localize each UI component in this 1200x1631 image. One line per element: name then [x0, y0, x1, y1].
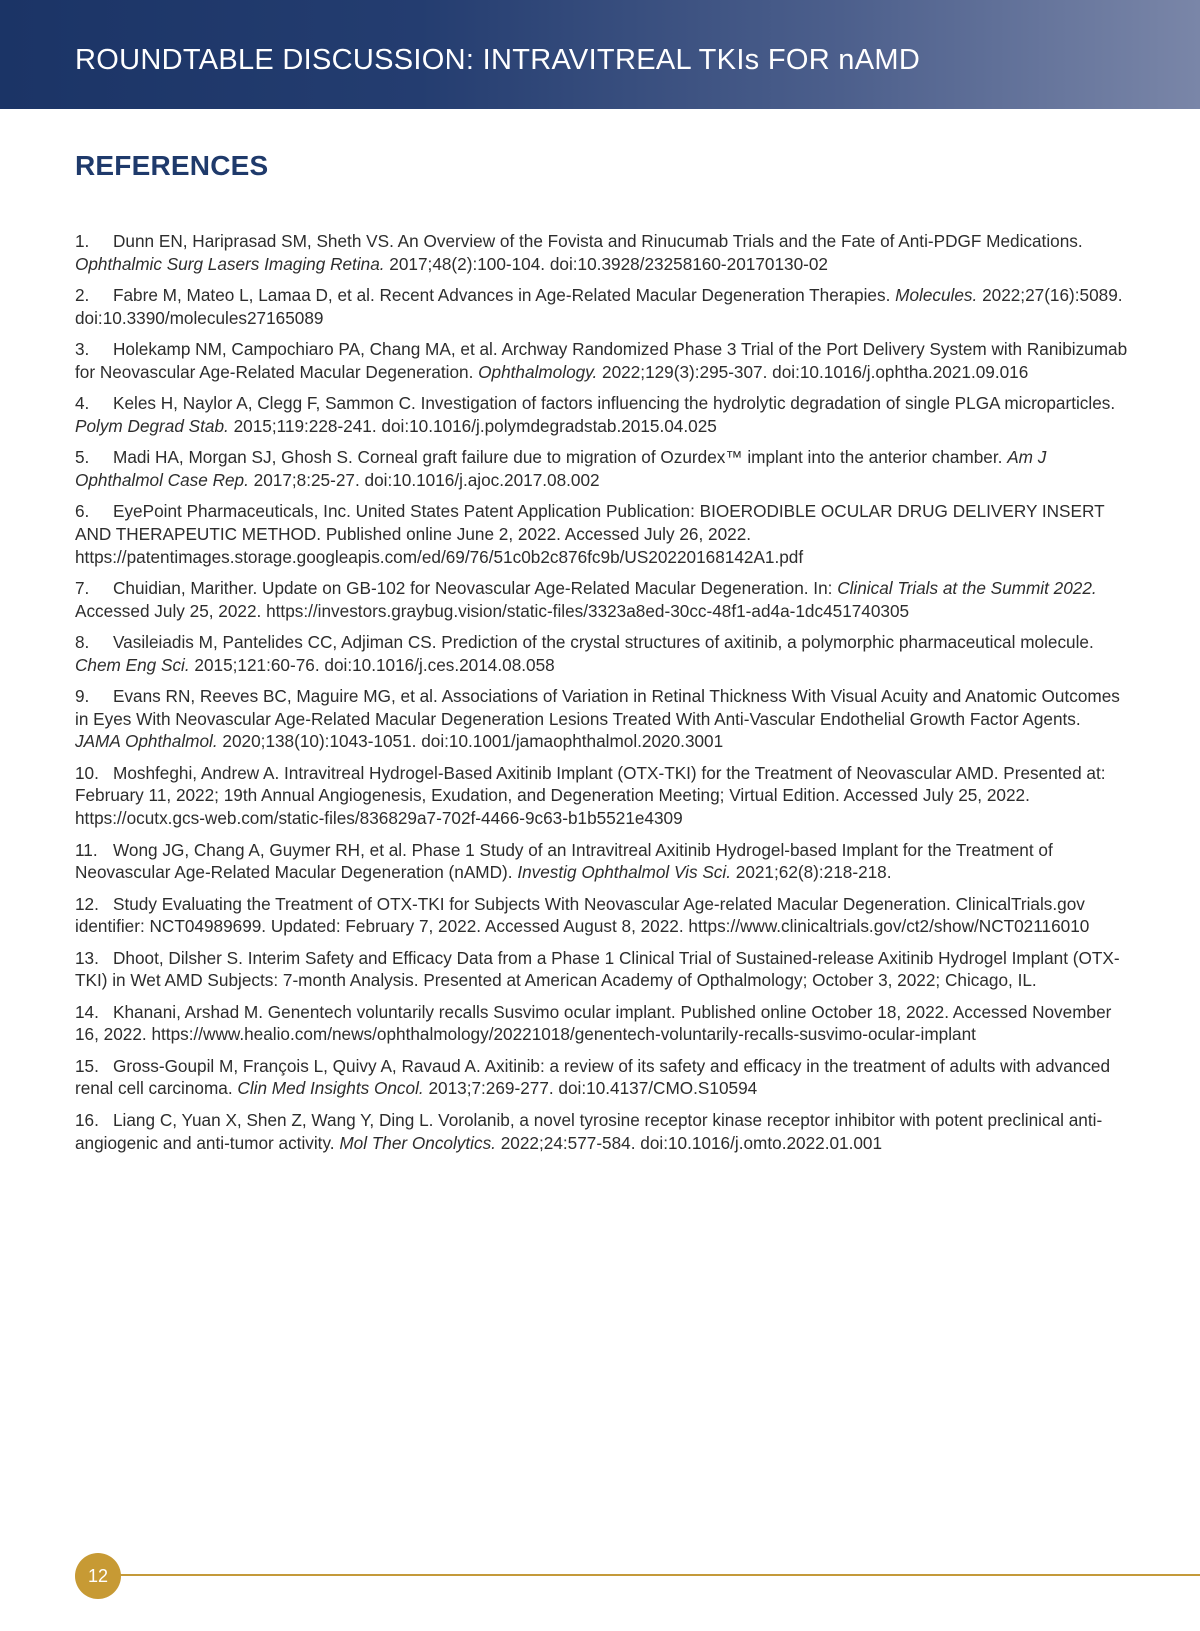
- reference-journal: Clinical Trials at the Summit 2022.: [837, 578, 1097, 599]
- reference-text: EyePoint Pharmaceuticals, Inc. United States Patent Application Publication: BIOERODIBLE OCULAR DRUG DELIVERY INSERT AND THERAPEUTIC METHOD. Published online June 2, 2022. Accessed July 26, 2022. https://patentimages.storage.googleapis.com/ed/69/76/51c0b2c876fc9b/US20220168142A1.pdf: [75, 501, 1105, 567]
- reference-text: Madi HA, Morgan SJ, Ghosh S. Corneal graft failure due to migration of Ozurdex™ implant into the anterior chamber.: [113, 447, 1008, 468]
- reference-text: Fabre M, Mateo L, Lamaa D, et al. Recent Advances in Age-Related Macular Degeneration Therapies.: [113, 285, 896, 306]
- reference-citation: 2013;7:269-277. doi:10.4137/CMO.S10594: [423, 1078, 758, 1099]
- reference-citation: 2022;24:577-584. doi:10.1016/j.omto.2022.01.001: [495, 1132, 883, 1153]
- reference-citation: 2022;27(16):5089. doi:10.3390/molecules27165089: [75, 285, 1123, 328]
- reference-journal: Am J Ophthalmol Case Rep.: [75, 447, 1047, 490]
- reference-citation: 2017;8:25-27. doi:10.1016/j.ajoc.2017.08.002: [248, 469, 600, 490]
- reference-text: Vasileiadis M, Pantelides CC, Adjiman CS. Prediction of the crystal structures of axitinib, a polymorphic pharmaceutical molecule.: [113, 632, 1094, 653]
- reference-journal: Ophthalmology.: [478, 361, 598, 382]
- reference-text: Chuidian, Marither. Update on GB-102 for Neovascular Age-Related Macular Degeneration. In:: [113, 578, 838, 599]
- reference-text: Dhoot, Dilsher S. Interim Safety and Efficacy Data from a Phase 1 Clinical Trial of Sustained-release Axitinib Hydrogel Implant (OTX-TKI) in Wet AMD Subjects: 7-month Analysis. Presented at American Academy of Opthalmology; October 3, 2022; Chicago, IL.: [75, 947, 1120, 991]
- reference-item: [75, 446, 1130, 491]
- reference-text: Wong JG, Chang A, Guymer RH, et al. Phase 1 Study of an Intravitreal Axitinib Hydrogel-based Implant for the Treatment of Neovascular Age-Related Macular Degeneration (nAMD).: [75, 839, 1053, 883]
- reference-citation: 2021;62(8):218-218.: [730, 862, 892, 883]
- reference-text: Evans RN, Reeves BC, Maguire MG, et al. Associations of Variation in Retinal Thickness With Visual Acuity and Anatomic Outcomes in Eyes With Neovascular Age-Related Macular Degeneration Lesions Treated With Anti-Vascular Endothelial Growth Factor Agents.: [75, 686, 1120, 729]
- reference-number: 11.: [75, 839, 98, 860]
- reference-number: 16.: [75, 1109, 99, 1130]
- reference-item: [75, 284, 1130, 329]
- reference-number: 1.: [75, 231, 90, 251]
- references-heading: REFERENCES: [75, 150, 269, 181]
- footer-rule: [118, 1574, 1200, 1576]
- reference-item: [75, 839, 1130, 884]
- reference-text: Liang C, Yuan X, Shen Z, Wang Y, Ding L. Vorolanib, a novel tyrosine receptor kinase receptor inhibitor with potent preclinical anti-angiogenic and anti-tumor activity.: [75, 1109, 1103, 1153]
- reference-number: 5.: [75, 447, 90, 468]
- reference-text: Moshfeghi, Andrew A. Intravitreal Hydrogel-Based Axitinib Implant (OTX-TKI) for the Treatment of Neovascular AMD. Presented at: February 11, 2022; 19th Annual Angiogenesis, Exudation, and Degeneration Meeting; Virtual Edition. Accessed July 25, 2022. https://ocutx.gcs-web.com/static-files/836829a7-702f-4466-9c63-b1b5521e4309: [75, 762, 1106, 829]
- reference-item: [75, 500, 1130, 568]
- reference-journal: Polym Degrad Stab.: [75, 415, 229, 436]
- reference-number: 15.: [75, 1055, 99, 1076]
- reference-item: [75, 947, 1130, 992]
- reference-item: [75, 1109, 1130, 1154]
- reference-journal: Ophthalmic Surg Lasers Imaging Retina.: [75, 253, 385, 274]
- reference-text: Keles H, Naylor A, Clegg F, Sammon C. Investigation of factors influencing the hydrolytic degradation of single PLGA microparticles.: [113, 393, 1116, 414]
- reference-journal: JAMA Ophthalmol.: [75, 731, 218, 752]
- reference-text: Study Evaluating the Treatment of OTX-TKI for Subjects With Neovascular Age-related Macular Degeneration. ClinicalTrials.gov identifier: NCT04989699. Updated: February 7, 2022. Accessed August 8, 2022. https://www.clinicaltrials.gov/ct2/show/NCT02116010: [75, 893, 1090, 937]
- reference-number: 7.: [75, 578, 90, 599]
- reference-journal: Clin Med Insights Oncol.: [237, 1078, 424, 1099]
- reference-citation: 2015;119:228-241. doi:10.1016/j.polymdegradstab.2015.04.025: [228, 415, 717, 436]
- reference-journal: Chem Eng Sci.: [75, 654, 190, 675]
- reference-text: Holekamp NM, Campochiaro PA, Chang MA, et al. Archway Randomized Phase 3 Trial of the Port Delivery System with Ranibizumab for Neovascular Age-Related Macular Degeneration.: [75, 339, 1128, 382]
- reference-item: [75, 762, 1130, 830]
- reference-number: 13.: [75, 947, 99, 968]
- reference-item: [75, 893, 1130, 938]
- reference-citation: 2022;129(3):295-307. doi:10.1016/j.ophtha.2021.09.016: [597, 361, 1029, 382]
- reference-number: 2.: [75, 285, 90, 306]
- reference-item: [75, 577, 1130, 622]
- reference-number: 12.: [75, 893, 99, 914]
- reference-number: 14.: [75, 1001, 99, 1022]
- reference-text: Gross-Goupil M, François L, Quivy A, Ravaud A. Axitinib: a review of its safety and efficacy in the treatment of adults with advanced renal cell carcinoma.: [75, 1055, 1111, 1099]
- reference-item: [75, 338, 1130, 383]
- reference-number: 8.: [75, 632, 90, 653]
- reference-journal: Mol Ther Oncolytics.: [339, 1132, 496, 1153]
- header-title: ROUNDTABLE DISCUSSION: INTRAVITREAL TKIs FOR nAMD: [75, 44, 921, 76]
- reference-item: [75, 631, 1130, 676]
- header-band: [0, 0, 1200, 109]
- reference-number: 10.: [75, 762, 99, 783]
- reference-list: [75, 230, 1130, 1163]
- reference-citation: 2020;138(10):1043-1051. doi:10.1001/jamaophthalmol.2020.3001: [217, 731, 724, 752]
- reference-item: [75, 230, 1130, 275]
- reference-text: Dunn EN, Hariprasad SM, Sheth VS. An Overview of the Fovista and Rinucumab Trials and the Fate of Anti-PDGF Medications.: [113, 231, 1083, 251]
- reference-citation: Accessed July 25, 2022. https://investors.graybug.vision/static-files/3323a8ed-30cc-48f1-ad4a-1dc451740305: [75, 600, 910, 621]
- reference-citation: 2017;48(2):100-104. doi:10.3928/23258160-20170130-02: [384, 253, 828, 274]
- reference-item: [75, 685, 1130, 753]
- reference-number: 6.: [75, 501, 90, 522]
- reference-journal: Molecules.: [895, 285, 978, 306]
- reference-text: Khanani, Arshad M. Genentech voluntarily recalls Susvimo ocular implant. Published online October 18, 2022. Accessed November 16, 2022. https://www.healio.com/news/ophthalmology/20221018/genentech-voluntarily-recalls-susvimo-ocular-implant: [75, 1001, 1112, 1045]
- reference-journal: Investig Ophthalmol Vis Sci.: [517, 862, 731, 883]
- reference-citation: 2015;121:60-76. doi:10.1016/j.ces.2014.08.058: [189, 654, 555, 675]
- reference-number: 3.: [75, 339, 90, 360]
- reference-number: 4.: [75, 393, 90, 414]
- reference-number: 9.: [75, 686, 90, 707]
- page-number: 12: [75, 1553, 121, 1599]
- reference-item: [75, 1001, 1130, 1046]
- reference-item: [75, 1055, 1130, 1100]
- reference-item: [75, 392, 1130, 437]
